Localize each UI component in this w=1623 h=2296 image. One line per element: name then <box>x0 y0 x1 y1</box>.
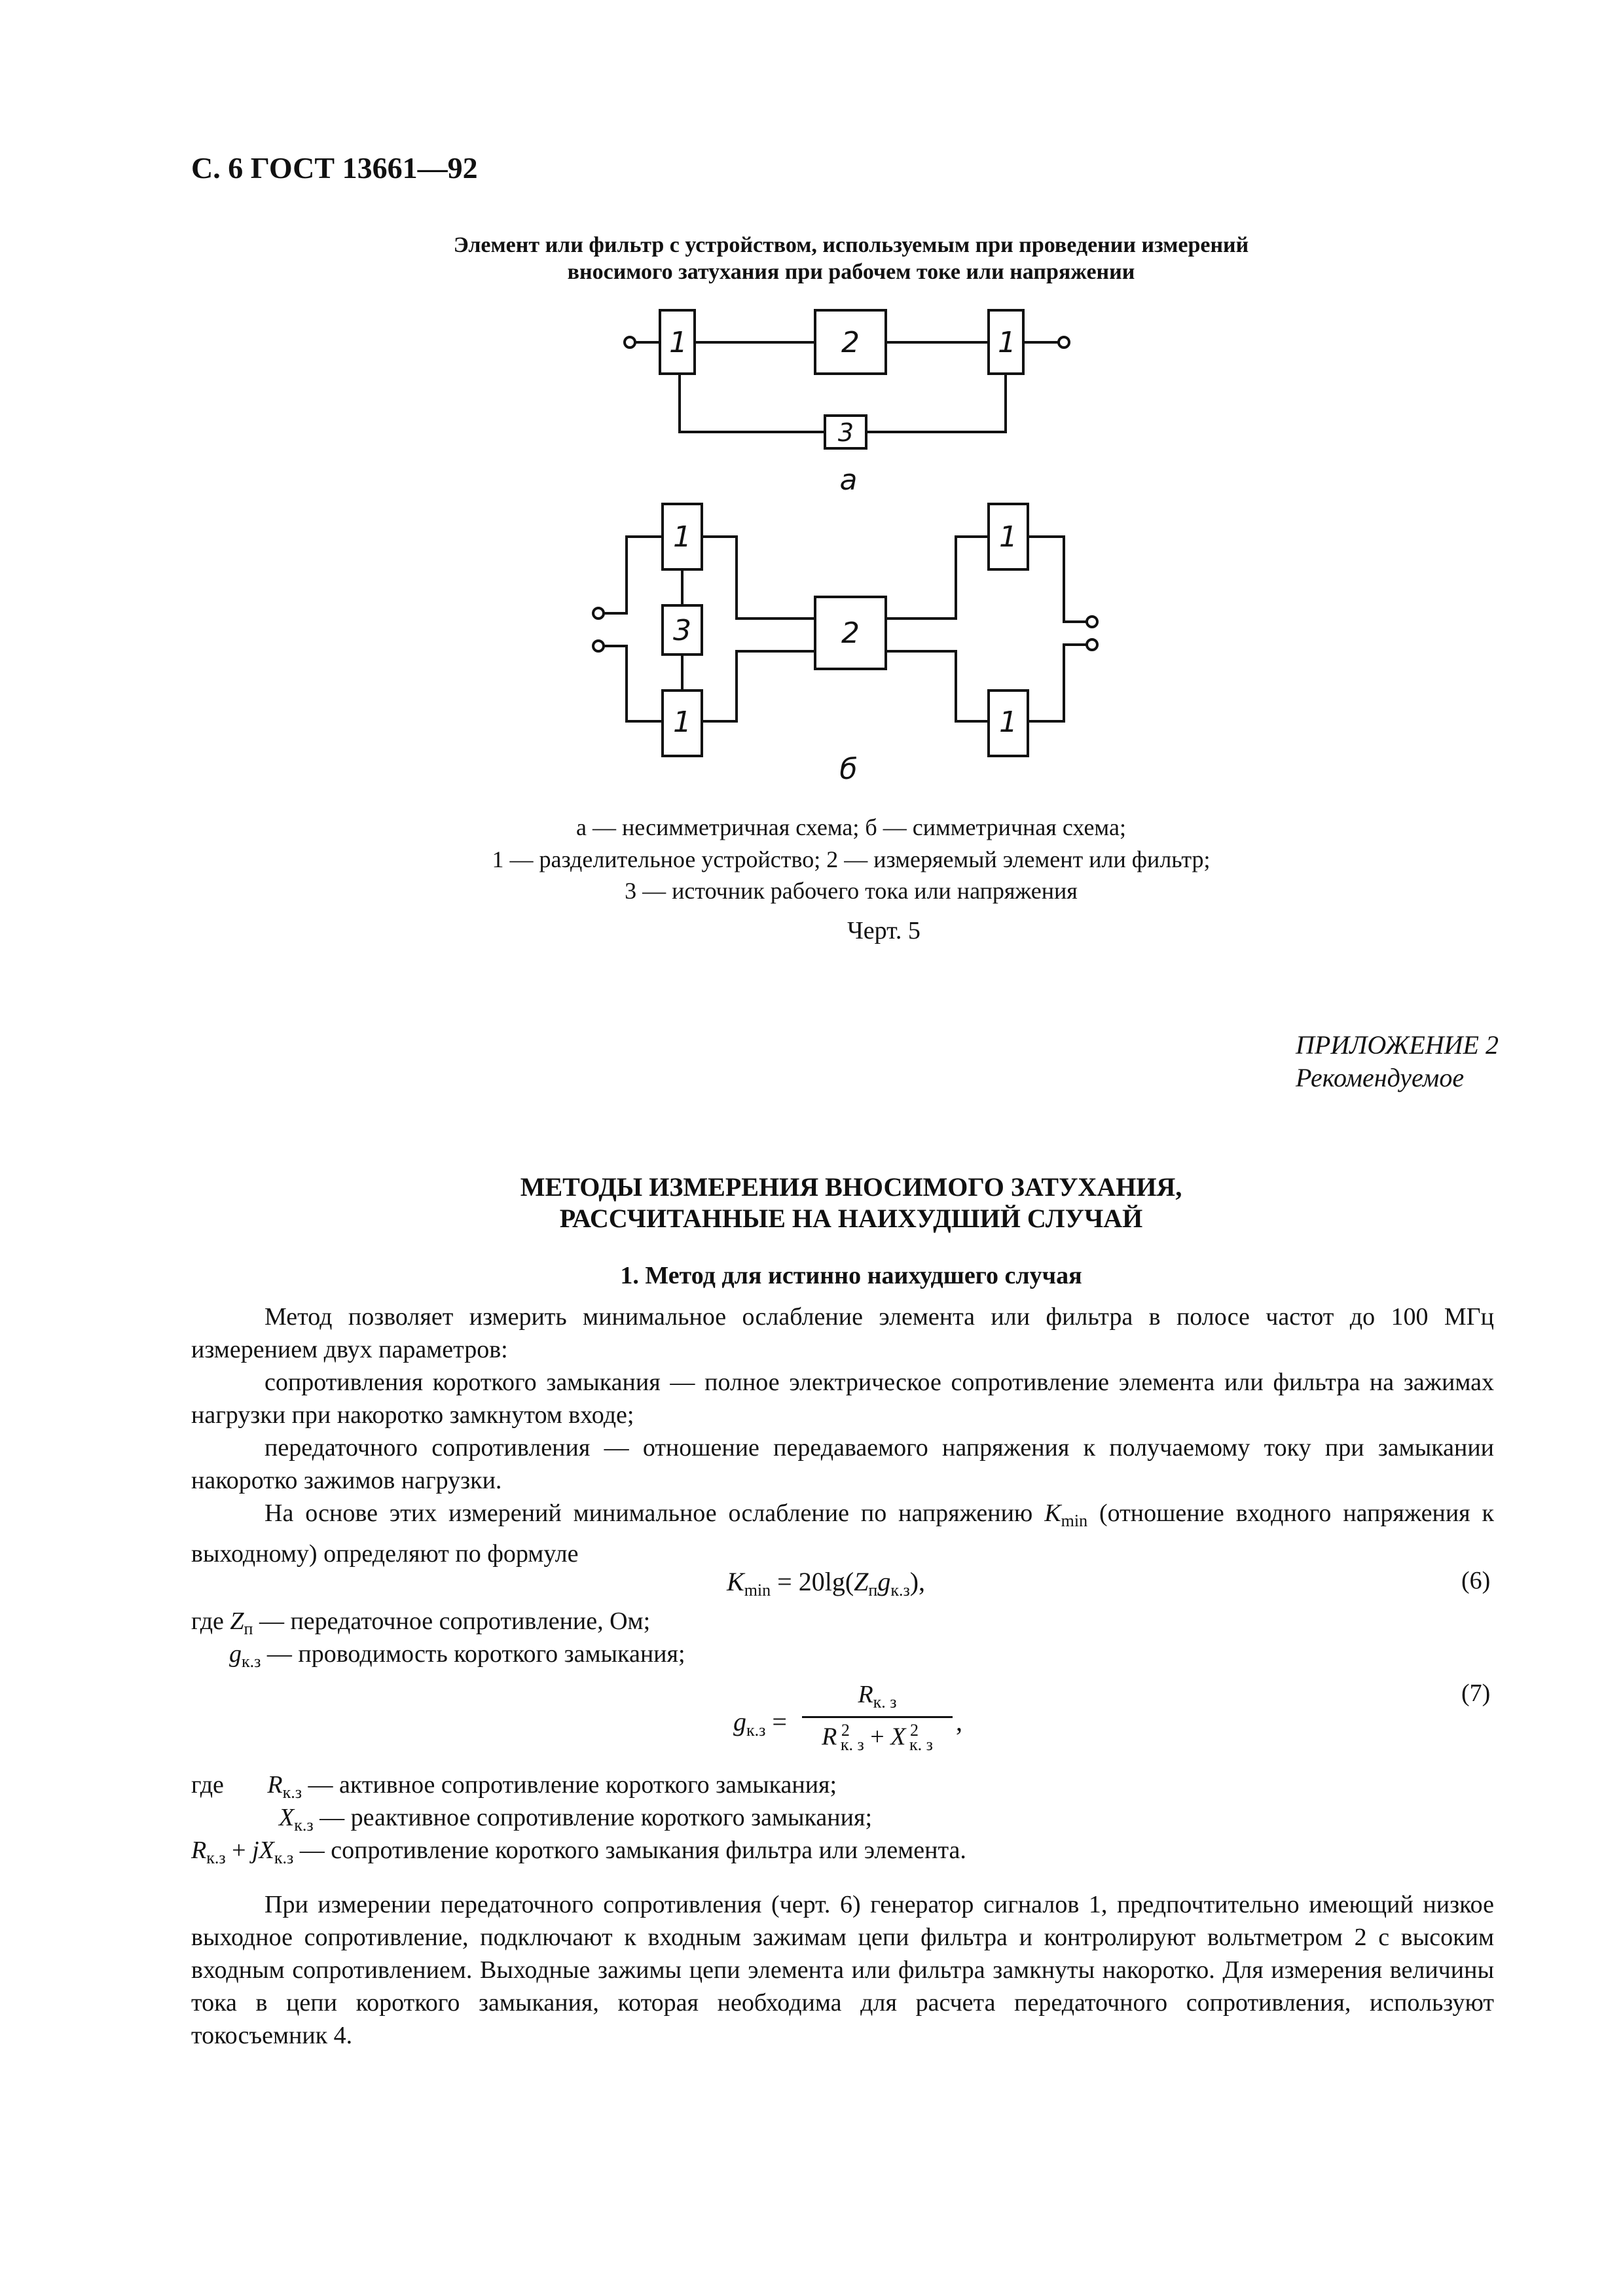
label-b-1-bl: 1 <box>673 706 691 739</box>
label-a-1-right: 1 <box>998 326 1016 359</box>
label-b: б <box>839 753 858 786</box>
formula-7-fraction: $R_{к. з}$ R $^2_{к. з}$ + X $^2_{к. з}$ <box>802 1680 953 1755</box>
label-a-1-left: 1 <box>669 326 687 359</box>
where-7-line1: где $R_{к.з}$ — активное сопротивление короткого замыкания; <box>191 1771 837 1802</box>
figure-title-line2: вносимого затухания при рабочем токе или напряжении <box>567 259 1135 284</box>
label-b-1-tr: 1 <box>999 520 1017 554</box>
appendix-line1: ПРИЛОЖЕНИЕ 2 <box>1296 1030 1499 1060</box>
formula-6-number: (6) <box>1461 1567 1491 1594</box>
terminal-a-left <box>625 337 635 348</box>
caption-line3: 3 — источник рабочего тока или напряжения <box>625 878 1078 905</box>
figure-title-line1: Элемент или фильтр с устройством, используемым при проведении измерений <box>453 233 1249 257</box>
label-b-3: 3 <box>673 614 691 647</box>
section-title <box>262 1172 1440 1234</box>
paragraph-4-a: На основе этих измерений минимальное ослабление по напряжению <box>264 1499 1033 1527</box>
caption-line1: а — несимметричная схема; б — симметричная схема; <box>576 814 1126 840</box>
section-title-line2: РАССЧИТАННЫЕ НА НАИХУДШИЙ СЛУЧАЙ <box>559 1204 1143 1233</box>
formula-7-lhs: $g_{к.з}$ = <box>733 1707 787 1740</box>
terminal-b-left-top <box>593 608 604 619</box>
paragraph-4: На основе этих измерений минимальное ослабление по напряжению $K_{min}$ (отношение входного напряжения к выходному) определяют по формуле <box>191 1499 1495 1568</box>
paragraph-2: сопротивления короткого замыкания — полное электрическое сопротивление элемента или фильтра на зажимах нагрузки при накоротко замкнутом входе; <box>191 1369 1494 1429</box>
label-b-2: 2 <box>841 617 860 650</box>
subsection-title: 1. Метод для истинно наихудшего случая <box>620 1262 1082 1289</box>
terminal-b-left-bottom <box>593 641 604 651</box>
formula-6: $K_{min} = 20\lg(Z_пg_{к.з})$, <box>727 1567 926 1600</box>
where-7-line3: $R_{к.з} + jX_{к.з}$ — сопротивление короткого замыкания фильтра или элемента. <box>191 1837 966 1867</box>
caption-line2: 1 — разделительное устройство; 2 — измеряемый элемент или фильтр; <box>492 846 1211 872</box>
terminal-a-right <box>1059 337 1069 348</box>
where-6-line2: $g_{к.з}$ — проводимость короткого замыкания; <box>229 1640 685 1671</box>
label-b-1-br: 1 <box>999 706 1017 739</box>
section-title-line1: МЕТОДЫ ИЗМЕРЕНИЯ ВНОСИМОГО ЗАТУХАНИЯ, <box>520 1172 1182 1202</box>
label-a-2: 2 <box>841 326 860 359</box>
label-b-1-tl: 1 <box>673 520 691 554</box>
paragraph-1: Метод позволяет измерить минимальное ослабление элемента или фильтра в полосе частот до 100 МГц измерением двух параметров: <box>191 1303 1494 1363</box>
circuit-diagram <box>0 0 1623 805</box>
terminal-b-right-bottom <box>1087 639 1097 650</box>
where-7-line2: $X_{к.з}$ — реактивное сопротивление короткого замыкания; <box>279 1804 873 1835</box>
appendix-line2: Рекомендуемое <box>1296 1063 1465 1092</box>
figure-caption <box>196 812 1506 907</box>
label-a: а <box>839 463 858 497</box>
appendix-label <box>1296 1029 1499 1094</box>
paragraph-3: передаточного сопротивления — отношение передаваемого напряжения к получаемому току при замыкании накоротко зажимов нагрузки. <box>191 1434 1494 1494</box>
page-header: С. 6 ГОСТ 13661—92 <box>191 151 478 185</box>
paragraph-4-b: (отношение входного напряжения к выходному) определяют по формуле <box>191 1499 1495 1568</box>
figure-number: Черт. 5 <box>847 917 921 944</box>
label-a-3: 3 <box>837 418 854 447</box>
paragraph-5: При измерении передаточного сопротивления (черт. 6) генератор сигналов 1, предпочтительно имеющий низкое выходное сопротивление, подключают к входным зажимам цепи фильтра и контролируют вольтметром 2 с высоким входным сопротивлением. Выходные зажимы цепи элемента или фильтра замкнуты накоротко. Для измерения величины тока в цепи короткого замыкания, которая необходима для расчета передаточного сопротивления, используют токосъемник 4. <box>191 1891 1494 2049</box>
formula-7-number: (7) <box>1461 1679 1491 1707</box>
terminal-b-right-top <box>1087 617 1097 627</box>
where-6-line1: где $Z_п$ — передаточное сопротивление, Ом; <box>191 1607 651 1638</box>
